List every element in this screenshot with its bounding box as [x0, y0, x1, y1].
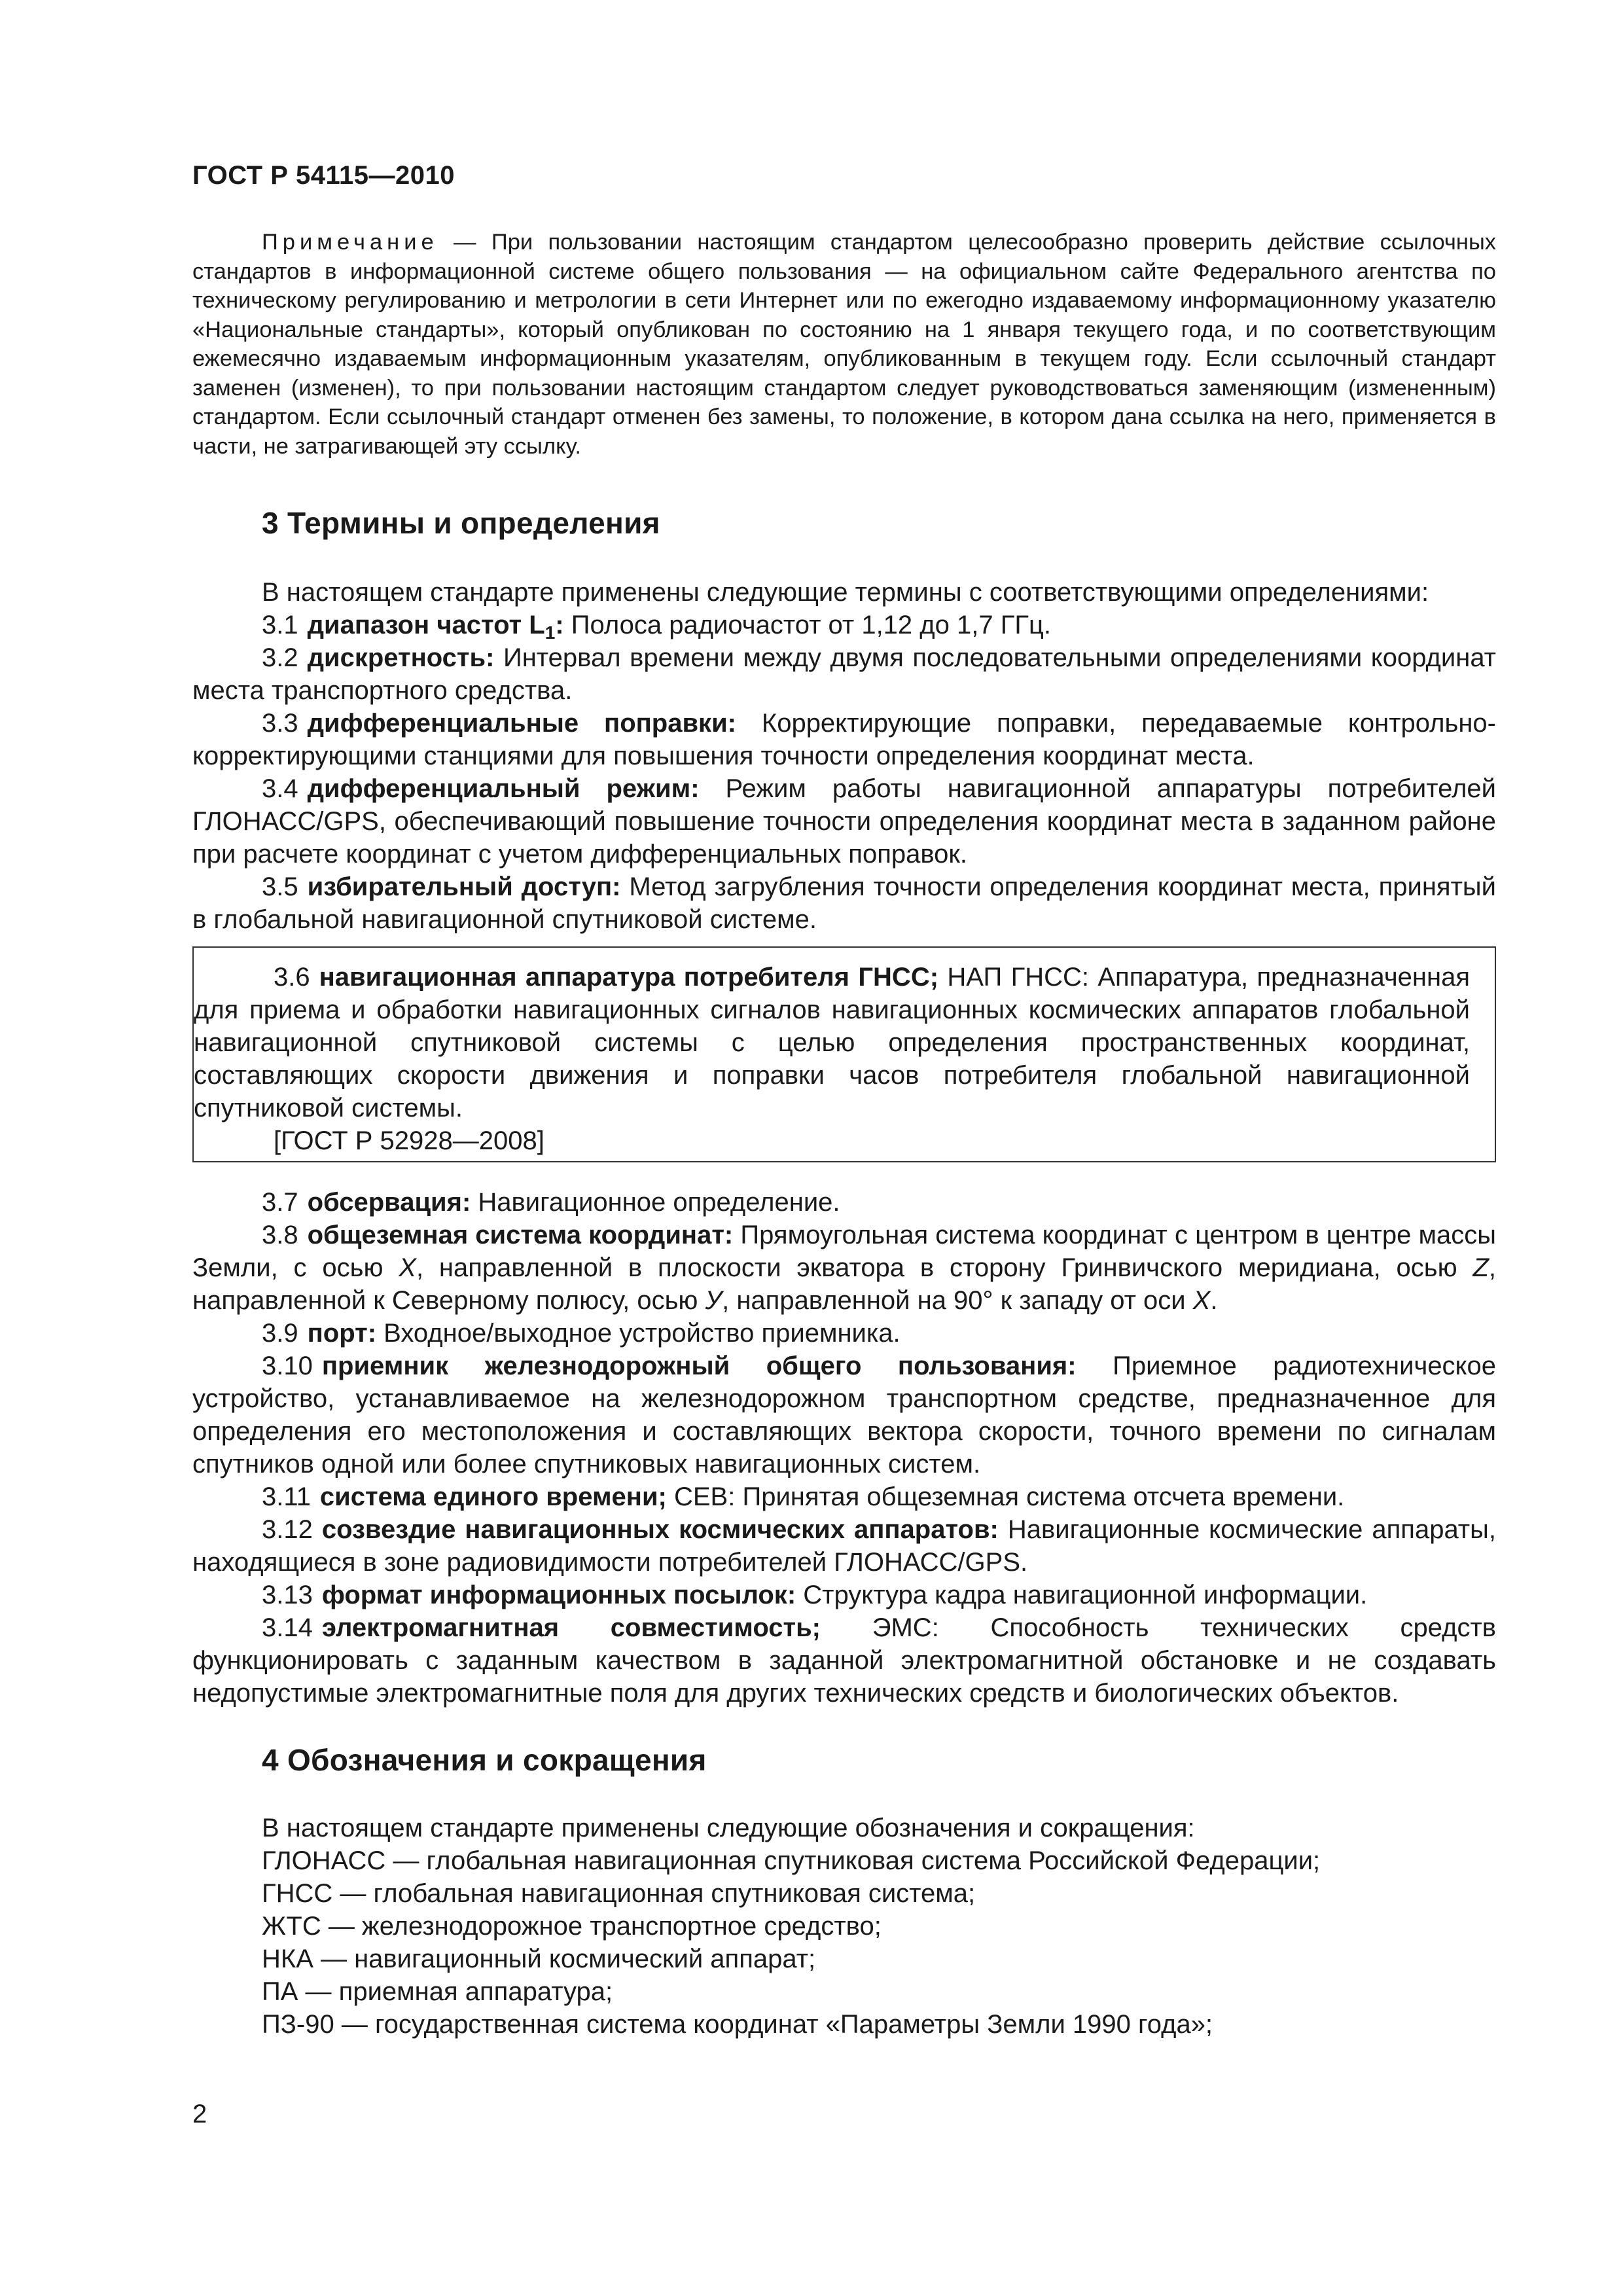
section-4-block — [192, 1812, 1496, 2041]
term-3-5: 3.5 избирательный доступ: Метод загрубления точности определения координат места, принятый в глобальной навигационной спутниковой системе. — [192, 872, 1496, 934]
section-3-title: 3 Термины и определения — [262, 506, 660, 540]
term-3-1: 3.1 диапазон частот $L_1$: Полоса радиочастот от 1,12 до 1,7 ГГц. — [262, 611, 1052, 643]
term-3-8: 3.8 общеземная система координат: Прямоугольная система координат с центром в центре массы Земли, с осью X, направленной в плоскости экватора в сторону Гринвичского меридиана, осью Z, направленной к Северному полюсу, осью У, направленной на 90° к западу от оси X. — [192, 1221, 1497, 1315]
section-3-terms-block-1 — [192, 576, 1496, 936]
term-3-4: 3.4 дифференциальный режим: Режим работы навигационной аппаратуры потребителей ГЛОНАСС/GPS, обеспечивающий повышение точности определения координат места в заданном районе при расчете координат с учетом дифференциальных поправок. — [192, 774, 1496, 869]
abbrev-item: ПА — приемная аппаратура; — [262, 1977, 613, 2006]
term-3-7: 3.7 обсервация: Навигационное определение. — [262, 1188, 840, 1217]
note-text: — При пользовании настоящим стандартом целесообразно проверить действие ссылочных стандартов в информационной системе общего пользования — на официальном сайте Федерального агентства по техническому регулированию и метрологии в сети Интернет или по ежегодно издаваемому информационному указателю «Национальные стандарты», который опубликован по состоянию на 1 января текущего года, и по соответствующим ежемесячно издаваемым информационным указателям, опубликованным в текущем году. Если ссылочный стандарт заменен (изменен), то при пользовании настоящим стандартом следует руководствоваться заменяющим (измененным) стандартом. Если ссылочный стандарт отменен без замены, то положение, в котором дана ссылка на него, применяется в части, не затрагивающей эту ссылку. — [192, 230, 1496, 459]
term-3-10: 3.10 приемник железнодорожный общего пользования: Приемное радиотехническое устройство, устанавливаемое на железнодорожном транспортном средстве, предназначенное для определения его местоположения и составляющих вектора скорости, точного времени по сигналам спутников одной или более спутниковых навигационных систем. — [192, 1352, 1497, 1479]
section-4-intro: В настоящем стандарте применены следующие обозначения и сокращения: — [262, 1814, 1195, 1842]
term-3-3: 3.3 дифференциальные поправки: Корректирующие поправки, передаваемые контрольно-корректирующими станциями для повышения точности определения координат места. — [192, 709, 1496, 770]
section-3-intro: В настоящем стандарте применены следующие термины с соответствующими определениями: — [262, 578, 1429, 607]
term-3-14: 3.14 электромагнитная совместимость; ЭМС: Способность технических средств функционировать с заданным качеством в заданной электромагнитной обстановке и не создавать недопустимые электромагнитные поля для других технических средств и биологических объектов. — [192, 1613, 1497, 1708]
note-label: Примечание — [262, 230, 438, 255]
document-code-header: ГОСТ Р 54115—2010 — [192, 161, 455, 190]
abbrev-item: ГНСС — глобальная навигационная спутниковая система; — [262, 1879, 976, 1908]
abbrev-item: НКА — навигационный космический аппарат; — [262, 1945, 816, 1973]
page-number: 2 — [192, 2100, 207, 2128]
abbrev-item: ЖТС — железнодорожное транспортное средство; — [262, 1912, 882, 1941]
boxed-term-3-6 — [192, 946, 1496, 1162]
abbrev-item: ГЛОНАСС — глобальная навигационная спутниковая система Российской Федерации; — [262, 1846, 1321, 1875]
abbrev-item: ПЗ-90 — государственная система координат «Параметры Земли 1990 года»; — [262, 2010, 1213, 2039]
term-3-11: 3.11 система единого времени; СЕВ: Принятая общеземная система отсчета времени. — [262, 1482, 1345, 1511]
term-3-9: 3.9 порт: Входное/выходное устройство приемника. — [262, 1319, 901, 1348]
term-3-2: 3.2 дискретность: Интервал времени между двумя последовательными определениями координат места транспортного средства. — [192, 643, 1496, 705]
term-3-6: 3.6 навигационная аппаратура потребителя ГНСС; НАП ГНСС: Аппаратура, предназначенная для приема и обработки навигационных сигналов навигационных космических аппаратов глобальной навигационной спутниковой системы с целью определения пространственных координат, составляющих скорости движения и поправки часов потребителя глобальной навигационной спутниковой системы. — [194, 963, 1470, 1122]
term-3-13: 3.13 формат информационных посылок: Структура кадра навигационной информации. — [262, 1581, 1368, 1609]
term-3-6-reference: [ГОСТ Р 52928—2008] — [274, 1126, 544, 1155]
section-3-terms-block-2 — [192, 1186, 1496, 1710]
section-4-title: 4 Обозначения и сокращения — [262, 1743, 707, 1777]
term-3-12: 3.12 созвездие навигационных космических аппаратов: Навигационные космические аппараты, находящиеся в зоне радиовидимости потребителей ГЛОНАСС/GPS. — [192, 1515, 1496, 1577]
note-paragraph — [192, 228, 1496, 461]
